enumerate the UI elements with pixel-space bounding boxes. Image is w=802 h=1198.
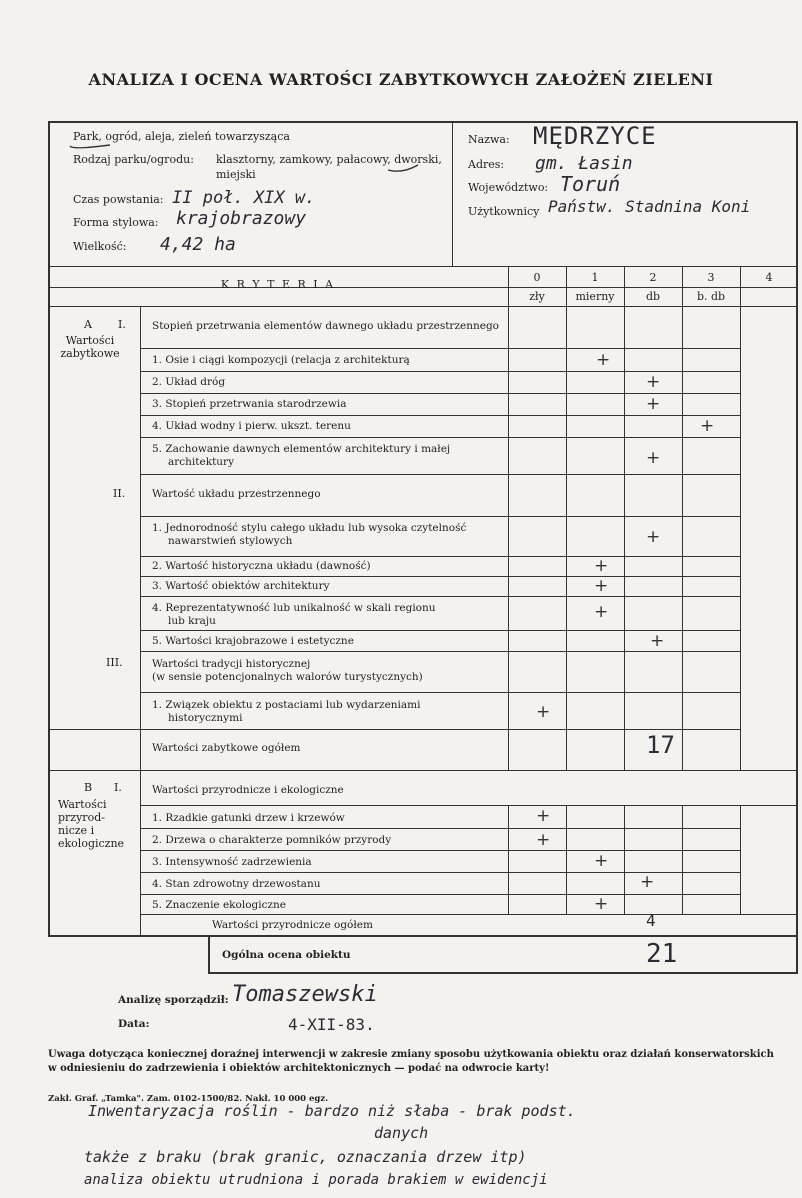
score-num-4: 4 [765,271,773,284]
criterion-a3-1: 1. Związek obiektu z postaciami lub wydarzeniami [152,699,421,711]
print-info: Zakł. Graf. „Tamka". Zam. 0102-1500/82. Nakł. 10 000 egz. [48,1094,329,1104]
mark-b1-2: + [536,830,551,850]
mark-a1-2: + [646,372,661,392]
score-word-2: db [645,290,661,303]
criterion-b1-4: 4. Stan zdrowotny drzewostanu [152,878,321,890]
criterion-a2-5: 5. Wartości krajobrazowe i estetyczne [152,635,354,647]
mark-a2-3: + [594,576,609,596]
criterion-a2-4-cont: lub kraju [168,615,216,627]
row-line [140,348,740,349]
overall-value: 21 [646,939,678,969]
handwritten-note-1: Inwentaryzacja roślin - bardzo niż słaba - brak podst. [88,1102,576,1120]
section-a-bottom-line [48,770,798,771]
forma-value: krajobrazowy [176,208,307,229]
nazwa-label: Nazwa: [468,133,510,146]
score-word-0: zły [529,290,545,303]
row-line [48,729,740,730]
rodzaj-options-2: miejski [216,168,256,181]
group-a3-line2: (w sensie potencjonalnych walorów turystycznych) [152,671,423,683]
mark-a1-1: + [596,350,611,370]
park-type-line: Park, ogród, aleja, zieleń towarzysząca [73,130,290,143]
mark-a1-3: + [646,394,661,414]
criterion-a1-5-cont: architektury [168,456,235,468]
roman-iii: III. [106,656,123,669]
adres-label: Adres: [468,158,505,171]
row-line [140,474,740,475]
uzytkownicy-value: Państw. Stadnina Koni [548,197,751,216]
rodzaj-label: Rodzaj parku/ogrodu: [73,153,194,166]
col-line-1b [566,805,567,915]
mark-b1-4: + [640,872,655,892]
total-b-value: 4 [646,911,656,930]
score-header-bottom-line [48,306,798,307]
overall-label: Ogólna ocena obiektu [222,949,351,961]
section-b-name-3: nicze i [58,824,95,837]
col-line-3 [682,266,683,770]
adres-value: gm. Łasin [535,153,633,174]
date-label: Data: [118,1018,150,1030]
criterion-b1-2: 2. Drzewa o charakterze pomników przyrody [152,834,392,846]
note-line-1: Uwaga dotycząca koniecznej doraźnej interwencji w zakresie zmiany sposobu użytkowania obiektu oraz działań konserwatorskich [48,1049,774,1060]
wojewodztwo-value: Toruń [560,172,621,196]
criterion-a2-3: 3. Wartość obiektów architektury [152,580,330,592]
dworski-underline [388,165,418,171]
score-num-0: 0 [533,271,541,284]
group-a2: Wartość układu przestrzennego [152,488,321,500]
date-value: 4-XII-83. [288,1015,375,1034]
section-b-name-4: ekologiczne [58,837,125,850]
score-word-1: mierny [575,290,615,303]
row-line [140,596,740,597]
criterion-a2-2: 2. Wartość historyczna układu (dawność) [152,560,371,572]
criterion-a1-5: 5. Zachowanie dawnych elementów architektury i małej [152,443,451,455]
roman-ii: II. [113,487,126,500]
row-line [140,437,740,438]
total-b-label: Wartości przyrodnicze ogółem [212,919,373,931]
row-line [140,828,740,829]
score-num-1: 1 [591,271,599,284]
roman-i-b: I. [114,781,122,794]
note-line-2: w odniesieniu do zadrzewienia i obiektów architektonicznych — podać na odwrocie karty! [48,1063,550,1074]
row-line [140,805,798,806]
section-b-letter: B [84,781,93,794]
mark-b1-1: + [536,806,551,826]
criterion-b1-5: 5. Znaczenie ekologiczne [152,899,287,911]
mark-a1-5: + [646,448,661,468]
group-b1: Wartości przyrodnicze i ekologiczne [152,784,344,796]
criteria-left-line [140,306,141,770]
czas-label: Czas powstania: [73,193,164,206]
analysis-label: Analizę sporządził: [118,994,229,1006]
park-underline [70,145,110,148]
score-num-3: 3 [707,271,715,284]
row-line [140,914,798,915]
group-a1: Stopień przetrwania elementów dawnego układu przestrzennego [152,320,499,332]
criterion-b1-1: 1. Rzadkie gatunki drzew i krzewów [152,812,345,824]
section-a-letter: A [84,318,92,331]
rodzaj-options: klasztorny, zamkowy, pałacowy, dworski, [216,153,442,166]
col-line-2b [624,805,625,915]
handwritten-note-3: także z braku (brak granic, oznaczania drzew itp) [84,1148,527,1166]
header-annotations [0,0,802,300]
row-line [140,894,740,895]
section-b-name-1: Wartości [58,798,107,811]
uzytkownicy-label: Użytkownicy [468,205,540,218]
row-line [140,556,740,557]
row-line [140,415,740,416]
score-num-2: 2 [649,271,657,284]
row-line [140,516,740,517]
col-line-4 [740,266,741,770]
mark-b1-3: + [594,851,609,871]
row-line [140,576,740,577]
criterion-a1-1: 1. Osie i ciągi kompozycji (relacja z architekturą [152,354,410,366]
criterion-a2-1: 1. Jednorodność stylu całego układu lub wysoka czytelność [152,522,467,534]
roman-i: I. [118,318,126,331]
col-line-3b [682,805,683,915]
mark-a3-1: + [536,702,551,722]
mark-a2-2: + [594,556,609,576]
nazwa-value: MĘDRZYCE [533,122,657,150]
score-word-3: b. db [696,290,726,303]
mark-a2-5: + [650,631,665,651]
criteria-left-line-b [140,770,141,937]
handwritten-note-4: analiza obiektu utrudniona i porada brakiem w ewidencji [84,1172,548,1188]
wielkosc-value: 4,42 ha [160,234,236,255]
criterion-a2-4: 4. Reprezentatywność lub unikalność w skali regionu [152,602,436,614]
criterion-a1-4: 4. Układ wodny i pierw. ukszt. terenu [152,420,351,432]
czas-value: II poł. XIX w. [172,188,316,208]
criterion-b1-3: 3. Intensywność zadrzewienia [152,856,312,868]
row-line [140,692,740,693]
criterion-a2-1-cont: nawarstwień stylowych [168,535,293,547]
wielkosc-label: Wielkość: [73,240,127,253]
total-a-label: Wartości zabytkowe ogółem [152,742,301,754]
col-line-2 [624,266,625,770]
mark-b1-5: + [594,894,609,914]
total-a-value: 17 [646,731,675,759]
col-line-0 [508,266,509,770]
mark-a2-1: + [646,527,661,547]
handwritten-note-2: danych [374,1124,429,1142]
wojewodztwo-label: Województwo: [468,181,549,194]
kryteria-header: K R Y T E R I A [220,278,336,291]
analysis-signature: Tomaszewski [232,982,378,1007]
section-b-name-2: przyrod- [58,811,105,824]
mark-a2-4: + [594,602,609,622]
mark-a1-4: + [700,416,715,436]
criterion-a1-3: 3. Stopień przetrwania starodrzewia [152,398,347,410]
group-a3-line1: Wartości tradycji historycznej [152,658,311,670]
criterion-a1-2: 2. Układ dróg [152,376,226,388]
col-line-1 [566,266,567,770]
criterion-a3-1-cont: historycznymi [168,712,243,724]
page-title: ANALIZA I OCENA WARTOŚCI ZABYTKOWYCH ZAŁOŻEŃ ZIELENI [88,70,714,89]
section-a-name: Wartości zabytkowe [60,334,120,360]
row-line [140,651,740,652]
col-line-4b [740,805,741,915]
forma-label: Forma stylowa: [73,216,159,229]
col-line-0b [508,805,509,915]
row-line [140,850,740,851]
